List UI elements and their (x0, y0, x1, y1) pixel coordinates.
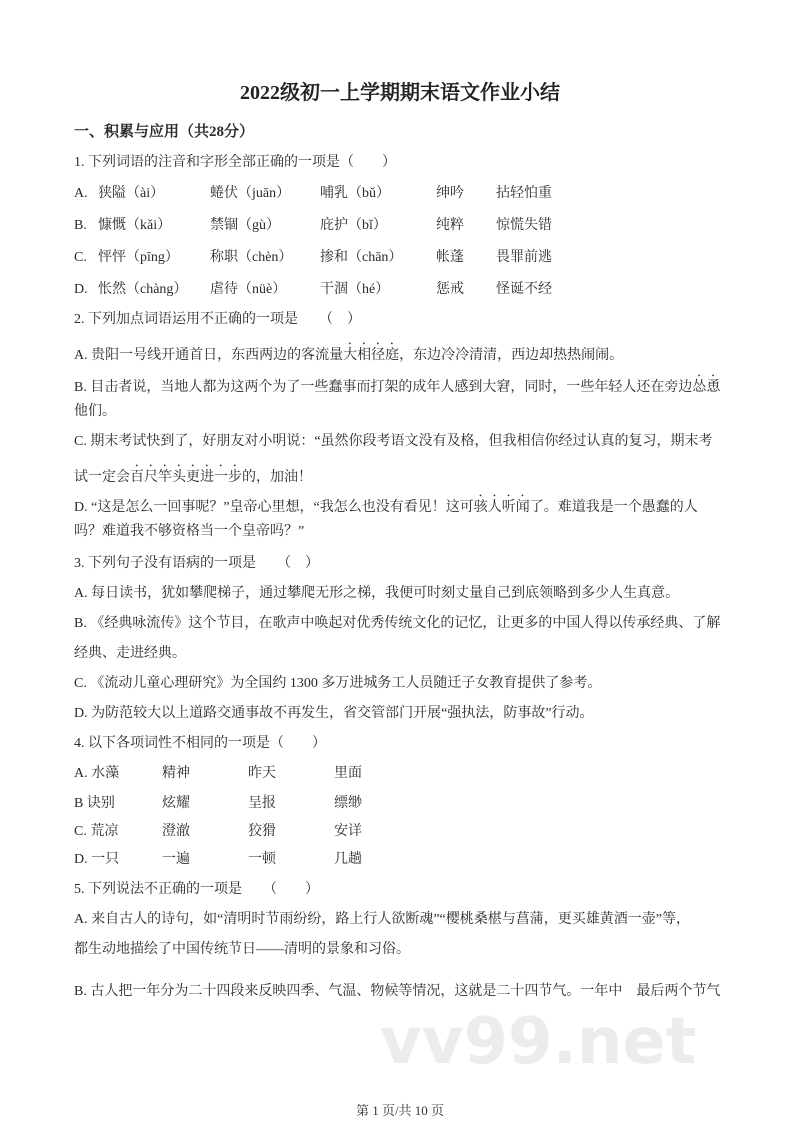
option-word: 称职（chèn） (210, 250, 293, 265)
q5-option-a-cont: 都生动地描绘了中国传统节日——清明的景象和习俗。 (74, 942, 410, 957)
text: 试一定会 (74, 470, 130, 485)
text: ，东边冷冷清清，西边却热热闹闹。 (399, 348, 624, 363)
q2-option-c-cont (74, 462, 312, 488)
emphasized-phrase: 骇人听闻 (473, 500, 530, 515)
question-1-stem: 1. 下列词语的注音和字形全部正确的一项是（ ） (74, 155, 396, 170)
option-word: 精神 (162, 766, 190, 781)
option-word: 蜷伏（juān） (210, 186, 291, 201)
emphasized-phrase: 怂恿 (692, 380, 721, 395)
option-word: 庇护（bǐ） (320, 218, 387, 233)
q4-option-b (74, 794, 362, 814)
option-word: 虐待（nüè） (210, 282, 287, 297)
option-word: 帐蓬 (436, 250, 464, 265)
text: B. 目击者说，当地人都为这两个为了一些蠢事而打架的成年人感到大窘，同时，一些年轻人还在旁边 (74, 380, 693, 395)
option-word: 惩戒 (436, 282, 464, 297)
option-word: 畏罪前逃 (496, 250, 552, 265)
option-word: C. 荒凉 (74, 824, 119, 839)
q4-option-d (74, 850, 362, 870)
option-word: 里面 (334, 766, 362, 781)
option-word: 呈报 (248, 796, 276, 811)
option-word: 惊慌失错 (496, 218, 552, 233)
q1-option-b (74, 216, 552, 236)
option-word: 绅吟 (436, 186, 464, 201)
option-word: 一顿 (248, 852, 276, 867)
text: 的，加油！ (242, 470, 312, 485)
emphasized-phrase: 大相径庭 (343, 348, 400, 363)
option-label: B. (74, 218, 87, 233)
emphasized-phrase: 百尺竿头更进一步 (130, 470, 242, 485)
q2-option-a (74, 340, 623, 366)
q3-option-d: D. 为防范较大以上道路交通事故不再发生，省交管部门开展“强执法，防事故”行动。 (74, 706, 594, 721)
q5-option-b: B. 古人把一年分为二十四段来反映四季、气温、物候等情况，这就是二十四节气。一年中 最后两个节气 (74, 984, 721, 999)
option-word: 怅然（chàng） (98, 282, 188, 297)
text: 了。难道我是一个愚蠢的人 (529, 500, 698, 515)
option-word: 纯粹 (436, 218, 464, 233)
option-word: 干涸（hé） (320, 282, 390, 297)
question-5-stem: 5. 下列说法不正确的一项是 （ ） (74, 882, 319, 897)
option-word: 安详 (334, 824, 362, 839)
option-word: 拈轻怕重 (496, 186, 552, 201)
option-label: A. (74, 186, 88, 201)
option-word: A. 水藻 (74, 766, 120, 781)
question-3-stem: 3. 下列句子没有语病的一项是 （ ） (74, 556, 319, 571)
option-word: 禁锢（gù） (210, 218, 280, 233)
q1-option-a (74, 184, 552, 204)
option-word: 怪诞不经 (496, 282, 552, 297)
q2-option-d (74, 492, 698, 518)
option-word: 哺乳（bǔ） (320, 186, 390, 201)
q3-option-b-cont: 经典、走进经典。 (74, 646, 186, 661)
q1-option-c (74, 248, 552, 268)
page-footer: 第 1 页/共 10 页 (355, 1103, 445, 1118)
option-word: 昨天 (248, 766, 276, 781)
q3-option-b: B. 《经典咏流传》这个节目，在歌声中唤起对优秀传统文化的记忆，让更多的中国人得以传承经典、了解 (74, 616, 721, 631)
q2-option-c: C. 期末考试快到了，好朋友对小明说：“虽然你段考语文没有及格，但我相信你经过认真的复习，期末考 (74, 434, 713, 449)
option-word: 一遍 (162, 852, 190, 867)
q4-option-a (74, 764, 362, 784)
option-word: 缥缈 (334, 796, 362, 811)
document-title: 2022级初一上学期期末语文作业小结 (240, 82, 560, 104)
question-2-stem: 2. 下列加点词语运用不正确的一项是 （ ） (74, 312, 361, 327)
q2-option-b (74, 372, 720, 398)
option-word: 怦怦（pīng） (98, 250, 179, 265)
option-word: 几趟 (334, 852, 362, 867)
q3-option-c: C. 《流动儿童心理研究》为全国约 1300 多万进城务工人员随迁子女教育提供了参考。 (74, 676, 602, 691)
q3-option-a: A. 每日读书，犹如攀爬梯子，通过攀爬无形之梯，我便可时刻丈量自己到底领略到多少人生真意。 (74, 586, 680, 601)
watermark: vv99.net (380, 1005, 697, 1079)
option-word: 澄澈 (162, 824, 190, 839)
q1-option-d (74, 280, 552, 300)
option-label: D. (74, 282, 88, 297)
text: A. 贵阳一号线开通首日，东西两边的客流量 (74, 348, 344, 363)
q5-option-a: A. 来自古人的诗句，如“清明时节雨纷纷，路上行人欲断魂”“樱桃桑椹与菖蒲，更买雄黄酒一壶”等， (74, 912, 690, 927)
option-word: B 诀别 (74, 796, 115, 811)
option-word: 狭隘（ài） (98, 186, 165, 201)
text: D. “这是怎么一回事呢？”皇帝心里想，“我怎么也没有看见！这可 (74, 500, 474, 515)
q2-option-d-cont: 吗？难道我不够资格当一个皇帝吗？” (74, 524, 305, 539)
option-word: 慷慨（kǎi） (98, 218, 172, 233)
option-word: D. 一只 (74, 852, 120, 867)
option-label: C. (74, 250, 87, 265)
option-word: 掺和（chān） (320, 250, 403, 265)
section-heading: 一、积累与应用（共28分） (74, 124, 255, 140)
option-word: 炫耀 (162, 796, 190, 811)
option-word: 狡猾 (248, 824, 276, 839)
q4-option-c (74, 822, 362, 842)
q2-option-b-cont: 他们。 (74, 404, 116, 419)
question-4-stem: 4. 以下各项词性不相同的一项是（ ） (74, 736, 326, 751)
